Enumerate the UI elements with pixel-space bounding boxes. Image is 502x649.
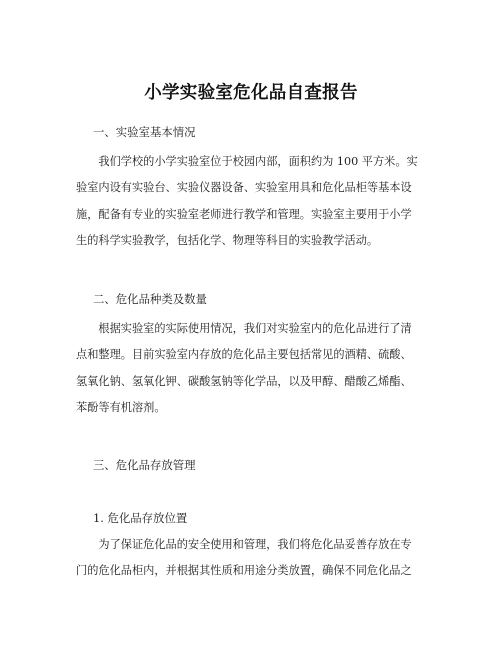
paragraph-line: 为了保证危化品的安全使用和管理，我们将危化品妥善存放在专 — [98, 538, 412, 551]
subsection-heading-storage-location: 1. 危化品存放位置 — [93, 511, 188, 525]
paragraph-line: 苯酚等有机溶剂。 — [76, 400, 166, 414]
paragraph-line: 门的危化品柜内，并根据其性质和用途分类放置，确保不同危化品之 — [76, 564, 412, 578]
paragraph-line: 施，配备有专业的实验室老师进行教学和管理。实验室主要用于小学 — [76, 207, 412, 221]
paragraph-line: 点和整理。目前实验室内存放的危化品主要包括常见的酒精、硫酸、 — [76, 348, 412, 362]
paragraph-line: 我们学校的小学实验室位于校园内部，面积约为 100 平方米。实 — [98, 155, 418, 168]
section-paragraph-chemical-types — [76, 316, 422, 421]
section-paragraph-basic-info — [76, 149, 422, 254]
section-heading-chemical-types: 二、危化品种类及数量 — [93, 292, 207, 306]
section-heading-basic-info: 一、实验室基本情况 — [93, 125, 196, 139]
paragraph-line: 验室内设有实验台、实验仪器设备、实验室用具和危化品柜等基本设 — [76, 181, 412, 195]
paragraph-line: 氢氧化钠、氢氧化钾、碳酸氢钠等化学品，以及甲醇、醋酸乙烯酯、 — [76, 374, 412, 388]
section-heading-storage-management: 三、危化品存放管理 — [93, 458, 196, 472]
section-paragraph-storage-location — [76, 532, 422, 585]
paragraph-line: 生的科学实验教学，包括化学、物理等科目的实验教学活动。 — [76, 233, 379, 247]
paragraph-line: 根据实验室的实际使用情况，我们对实验室内的危化品进行了清 — [98, 322, 412, 335]
document-title: 小学实验室危化品自查报告 — [144, 83, 358, 103]
